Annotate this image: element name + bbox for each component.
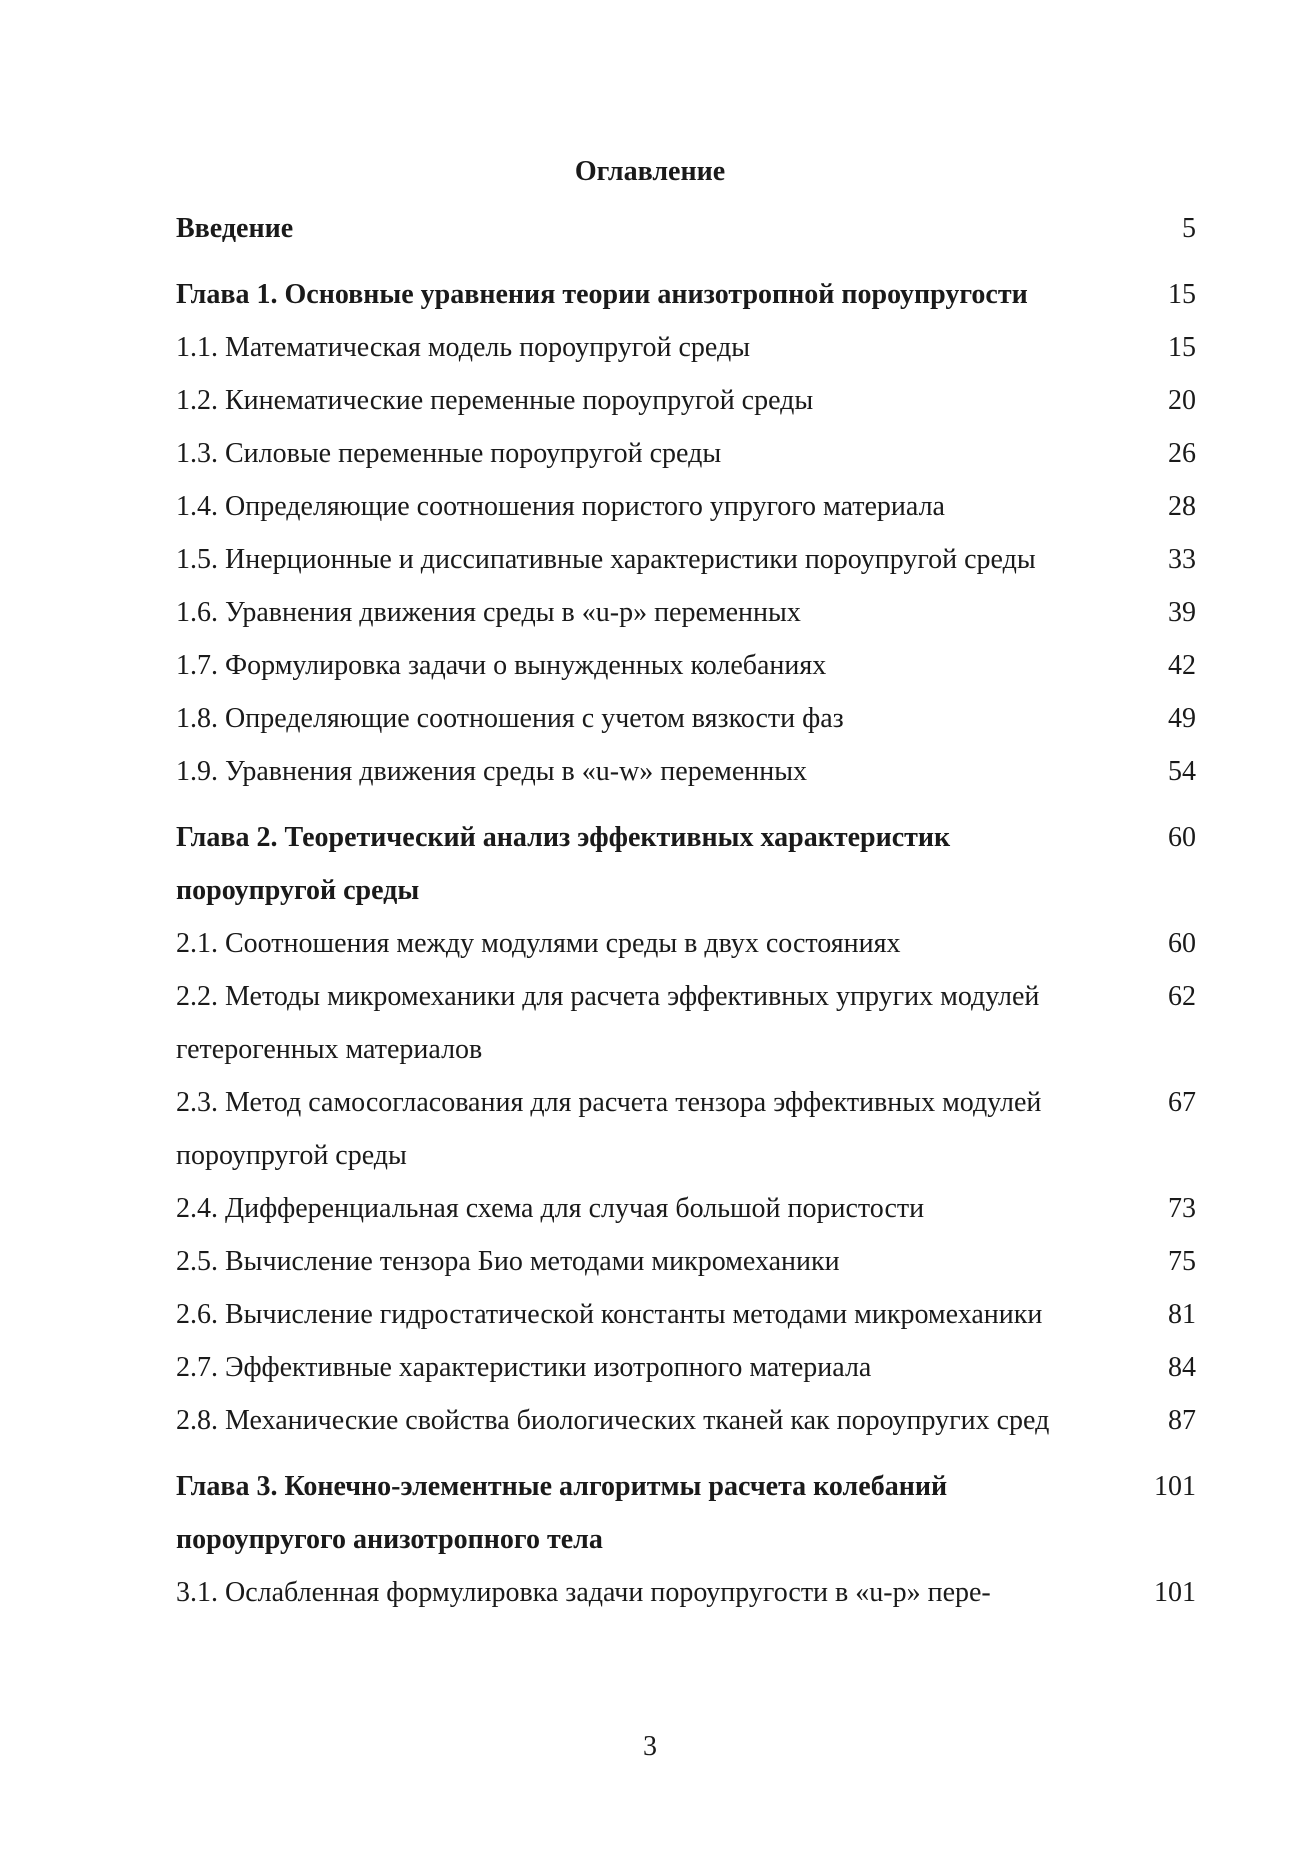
- toc-entry-text: 1.6. Уравнения движения среды в «u-p» переменных: [176, 597, 801, 628]
- toc-entry-page: 42: [1168, 650, 1196, 681]
- toc-entry-page: 20: [1168, 385, 1196, 416]
- toc-entry-text: 2.7. Эффективные характеристики изотропного материала: [176, 1352, 872, 1383]
- table-of-contents: [176, 202, 1196, 1619]
- toc-entry-page: 84: [1168, 1352, 1196, 1383]
- toc-entry-text: 2.4. Дифференциальная схема для случая большой пористости: [176, 1193, 925, 1224]
- toc-entry-text: 3.1. Ослабленная формулировка задачи пороупругости в «u-p» пере-: [176, 1577, 991, 1608]
- toc-entry-page: 101: [1154, 1471, 1196, 1502]
- toc-entry-page: 101: [1154, 1577, 1196, 1608]
- toc-entry-1-6[interactable]: [176, 586, 1196, 639]
- toc-entry-text: 1.1. Математическая модель пороупругой среды: [176, 332, 751, 363]
- toc-entry-1-7[interactable]: [176, 639, 1196, 692]
- toc-entry-chapter-1[interactable]: [176, 268, 1196, 321]
- toc-entry-2-3[interactable]: [176, 1076, 1196, 1182]
- toc-entry-page: 73: [1168, 1193, 1196, 1224]
- toc-entry-page: 67: [1168, 1087, 1196, 1118]
- toc-entry-2-2[interactable]: [176, 970, 1196, 1076]
- toc-title: Оглавление: [574, 156, 726, 187]
- toc-entry-2-8[interactable]: [176, 1394, 1196, 1447]
- toc-entry-page: 81: [1168, 1299, 1196, 1330]
- toc-entry-text: 2.8. Механические свойства биологических тканей как пороупругих сред: [176, 1405, 1050, 1436]
- toc-entry-page: 60: [1168, 822, 1196, 853]
- toc-entry-2-6[interactable]: [176, 1288, 1196, 1341]
- toc-entry-chapter-3[interactable]: [176, 1460, 1196, 1566]
- toc-entry-2-5[interactable]: [176, 1235, 1196, 1288]
- toc-entry-text: 1.8. Определяющие соотношения с учетом вязкости фаз: [176, 703, 844, 734]
- toc-entry-text: 1.3. Силовые переменные пороупругой среды: [176, 438, 722, 469]
- toc-entry-text: 2.2. Методы микромеханики для расчета эффективных упругих модулей гетерогенных материалов: [176, 981, 1040, 1065]
- toc-entry-introduction[interactable]: [176, 202, 1196, 255]
- toc-entry-page: 33: [1168, 544, 1196, 575]
- toc-entry-text: 1.7. Формулировка задачи о вынужденных колебаниях: [176, 650, 827, 681]
- toc-entry-1-5[interactable]: [176, 533, 1196, 586]
- toc-entry-2-4[interactable]: [176, 1182, 1196, 1235]
- toc-entry-page: 75: [1168, 1246, 1196, 1277]
- toc-entry-text: 1.4. Определяющие соотношения пористого упругого материала: [176, 491, 945, 522]
- toc-entry-page: 49: [1168, 703, 1196, 734]
- toc-entry-text: Глава 3. Конечно-элементные алгоритмы расчета колебаний пороупругого анизотропного тела: [176, 1471, 948, 1555]
- toc-entry-1-3[interactable]: [176, 427, 1196, 480]
- toc-entry-page: 5: [1182, 213, 1196, 244]
- toc-entry-page: 87: [1168, 1405, 1196, 1436]
- toc-entry-page: 54: [1168, 756, 1196, 787]
- toc-entry-1-9[interactable]: [176, 745, 1196, 798]
- toc-entry-page: 26: [1168, 438, 1196, 469]
- toc-entry-1-2[interactable]: [176, 374, 1196, 427]
- toc-entry-text: Глава 2. Теоретический анализ эффективных характеристик пороупругой среды: [176, 822, 951, 906]
- toc-entry-1-8[interactable]: [176, 692, 1196, 745]
- page-number: 3: [643, 1731, 657, 1762]
- toc-entry-page: 15: [1168, 279, 1196, 310]
- toc-entry-page: 62: [1168, 981, 1196, 1012]
- toc-entry-text: 1.2. Кинематические переменные пороупругой среды: [176, 385, 814, 416]
- toc-entry-text: Введение: [176, 213, 294, 244]
- toc-entry-text: Глава 1. Основные уравнения теории анизотропной пороупругости: [176, 279, 1028, 310]
- toc-entry-2-7[interactable]: [176, 1341, 1196, 1394]
- toc-entry-2-1[interactable]: [176, 917, 1196, 970]
- toc-entry-text: 1.5. Инерционные и диссипативные характеристики пороупругой среды: [176, 544, 1036, 575]
- toc-entry-text: 2.6. Вычисление гидростатической константы методами микромеханики: [176, 1299, 1043, 1330]
- toc-entry-3-1[interactable]: [176, 1566, 1196, 1619]
- toc-entry-page: 15: [1168, 332, 1196, 363]
- toc-entry-text: 2.1. Соотношения между модулями среды в двух состояниях: [176, 928, 901, 959]
- toc-entry-page: 28: [1168, 491, 1196, 522]
- toc-entry-chapter-2[interactable]: [176, 811, 1196, 917]
- toc-entry-text: 1.9. Уравнения движения среды в «u-w» переменных: [176, 756, 808, 787]
- toc-entry-text: 2.5. Вычисление тензора Био методами микромеханики: [176, 1246, 840, 1277]
- toc-entry-1-1[interactable]: [176, 321, 1196, 374]
- toc-entry-1-4[interactable]: [176, 480, 1196, 533]
- toc-entry-text: 2.3. Метод самосогласования для расчета тензора эффективных модулей пороупругой среды: [176, 1087, 1042, 1171]
- toc-entry-page: 39: [1168, 597, 1196, 628]
- toc-entry-page: 60: [1168, 928, 1196, 959]
